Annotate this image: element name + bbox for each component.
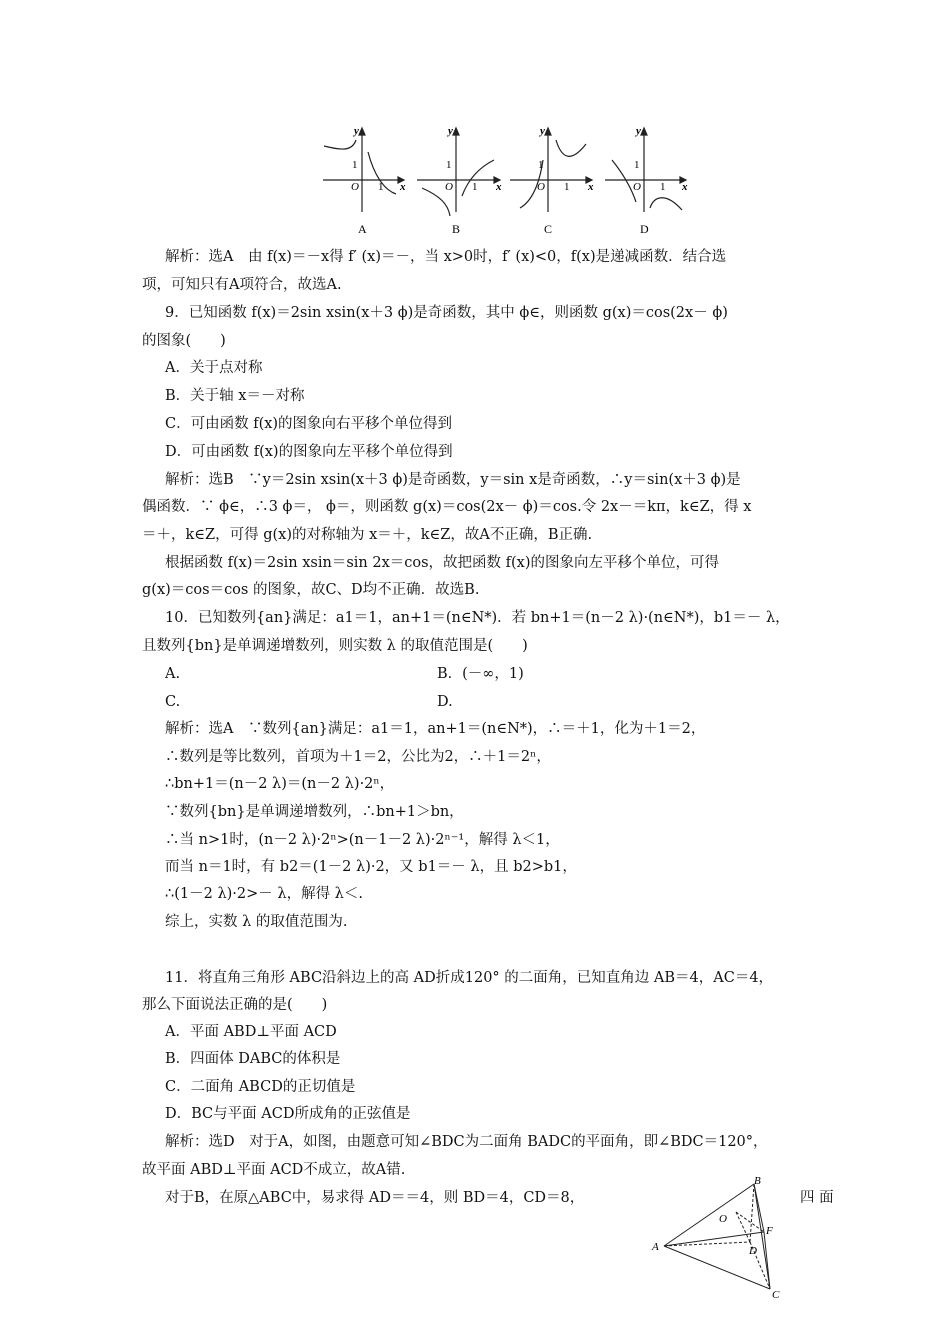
graph-a-y-label: y	[354, 125, 359, 137]
graph-c-origin: O	[537, 181, 545, 193]
graph-d-x-label: x	[682, 181, 688, 193]
graph-c-label: C	[544, 222, 553, 236]
question-9-option-a: A．关于点对称	[165, 360, 263, 376]
graph-c-one-x: 1	[564, 181, 570, 193]
solution-9-line-3: ＝＋，k∈Z，可得 g(x)的对称轴为 x＝＋，k∈Z，故A不正确，B正确.	[142, 527, 593, 543]
graph-c-y-label: y	[540, 125, 545, 137]
graph-a-one-y: 1	[352, 159, 358, 171]
function-graphs	[0, 0, 950, 240]
question-11-line-1: 11．将直角三角形 ABC沿斜边上的高 AD折成120° 的二面角，已知直角边 AB＝4，AC＝4，	[165, 970, 774, 986]
graph-a-one-x: 1	[378, 181, 384, 193]
solution-9-line-2: 偶函数．∵ ϕ∈，∴3 ϕ＝， ϕ＝，则函数 g(x)＝cos(2x－ ϕ)＝cos.令 2x－＝kπ，k∈Z，得 x	[142, 499, 752, 515]
solution-8-line-1: 解析：选A 由 f(x)＝－x得 f′ (x)＝－，当 x>0时，f′ (x)<0，f(x)是递减函数．结合选	[165, 249, 727, 265]
solution-10-line-3: ∴bn+1＝(n－2 λ)＝(n－2 λ)·2ⁿ，	[165, 776, 395, 792]
graph-b-label: B	[452, 222, 461, 236]
graph-b-one-y: 1	[446, 159, 452, 171]
graph-d-one-y: 1	[634, 159, 640, 171]
graph-a-origin: O	[351, 181, 359, 193]
tetra-label-a: A	[652, 1241, 659, 1253]
tetra-label-o: O	[719, 1213, 727, 1225]
solution-9-line-4: 根据函数 f(x)＝2sin xsin＝sin 2x＝cos，故把函数 f(x)的图象向左平移个单位，可得	[165, 555, 719, 571]
solution-11-line-2: 故平面 ABD⊥平面 ACD不成立，故A错.	[142, 1162, 406, 1178]
tetra-label-d: D	[749, 1245, 757, 1257]
solution-10-line-2: ∴数列是等比数列，首项为＋1＝2，公比为2，∴＋1＝2ⁿ，	[165, 749, 551, 765]
question-10-option-c: C.	[165, 694, 181, 710]
tetra-label-b: B	[754, 1175, 761, 1187]
graph-d-label: D	[640, 222, 649, 236]
solution-8-line-2: 项，可知只有A项符合，故选A.	[142, 277, 342, 293]
graph-b-x-label: x	[496, 181, 502, 193]
question-9-option-b: B．关于轴 x＝－对称	[165, 388, 305, 404]
question-10-option-b: B．(－∞，1)	[437, 666, 524, 682]
question-11-option-d: D．BC与平面 ACD所成角的正弦值是	[165, 1106, 411, 1122]
question-11-option-b: B．四面体 DABC的体积是	[165, 1051, 341, 1067]
question-9-line-2: 的图象( )	[142, 333, 226, 349]
question-10-line-2: 且数列{bn}是单调递增数列，则实数 λ 的取值范围是( )	[142, 638, 528, 654]
question-9-line-1: 9．已知函数 f(x)＝2sin xsin(x＋3 ϕ)是奇函数，其中 ϕ∈，则函数 g(x)＝cos(2x－ ϕ)	[165, 305, 728, 321]
graph-b-y-label: y	[448, 125, 453, 137]
graph-b-one-x: 1	[472, 181, 478, 193]
solution-9-line-5: g(x)＝cos＝cos 的图象，故C、D均不正确．故选B.	[142, 582, 480, 598]
tetra-label-f: F	[766, 1225, 773, 1237]
solution-11-line-3-tail: 四 面	[800, 1190, 834, 1206]
graph-b-origin: O	[445, 181, 453, 193]
solution-9-line-1: 解析：选B ∵y＝2sin xsin(x＋3 ϕ)是奇函数，y＝sin x是奇函数，∴y＝sin(x＋3 ϕ)是	[165, 472, 741, 488]
solution-10-line-8: 综上，实数 λ 的取值范围为.	[165, 914, 348, 930]
question-10-option-d: D.	[437, 694, 453, 710]
graph-d	[605, 128, 686, 212]
graph-c-one-y: 1	[538, 159, 544, 171]
question-9-option-c: C．可由函数 f(x)的图象向右平移个单位得到	[165, 416, 453, 432]
question-11-option-c: C．二面角 ABCD的正切值是	[165, 1079, 356, 1095]
question-10-line-1: 10．已知数列{an}满足：a1＝1，an+1＝(n∈N*)．若 bn+1＝(n－2 λ)·(n∈N*)，b1＝－ λ，	[165, 610, 790, 626]
graph-a	[323, 128, 404, 212]
solution-11-line-3: 对于B，在原△ABC中，易求得 AD＝＝4，则 BD＝4，CD＝8，	[165, 1190, 585, 1206]
question-11-line-2: 那么下面说法正确的是( )	[142, 997, 328, 1013]
solution-10-line-7: ∴(1－2 λ)·2>－ λ，解得 λ＜.	[165, 886, 363, 902]
graph-a-label: A	[358, 222, 367, 236]
graph-d-one-x: 1	[660, 181, 666, 193]
solution-10-line-5: ∴当 n>1时，(n－2 λ)·2ⁿ>(n－1－2 λ)·2ⁿ⁻¹，解得 λ＜1，	[165, 832, 560, 848]
graph-c-x-label: x	[588, 181, 594, 193]
question-9-option-d: D．可由函数 f(x)的图象向左平移个单位得到	[165, 444, 453, 460]
tetra-label-c: C	[772, 1289, 780, 1301]
question-10-option-a: A.	[165, 666, 181, 682]
tetrahedron-figure	[648, 1174, 808, 1304]
graph-d-y-label: y	[636, 125, 641, 137]
solution-11-line-1: 解析：选D 对于A，如图，由题意可知∠BDC为二面角 BADC的平面角，即∠BDC＝120°，	[165, 1134, 768, 1150]
solution-10-line-6: 而当 n＝1时，有 b2＝(1－2 λ)·2，又 b1＝－ λ，且 b2>b1，	[165, 859, 577, 875]
graph-c	[510, 128, 592, 212]
solution-10-line-4: ∵数列{bn}是单调递增数列，∴bn+1＞bn，	[165, 804, 464, 820]
graph-a-x-label: x	[400, 181, 406, 193]
question-11-option-a: A．平面 ABD⊥平面 ACD	[165, 1024, 337, 1040]
graph-b	[417, 128, 500, 216]
graph-d-origin: O	[633, 181, 641, 193]
solution-10-line-1: 解析：选A ∵数列{an}满足：a1＝1，an+1＝(n∈N*)，∴＝＋1，化为＋1＝2，	[165, 721, 706, 737]
